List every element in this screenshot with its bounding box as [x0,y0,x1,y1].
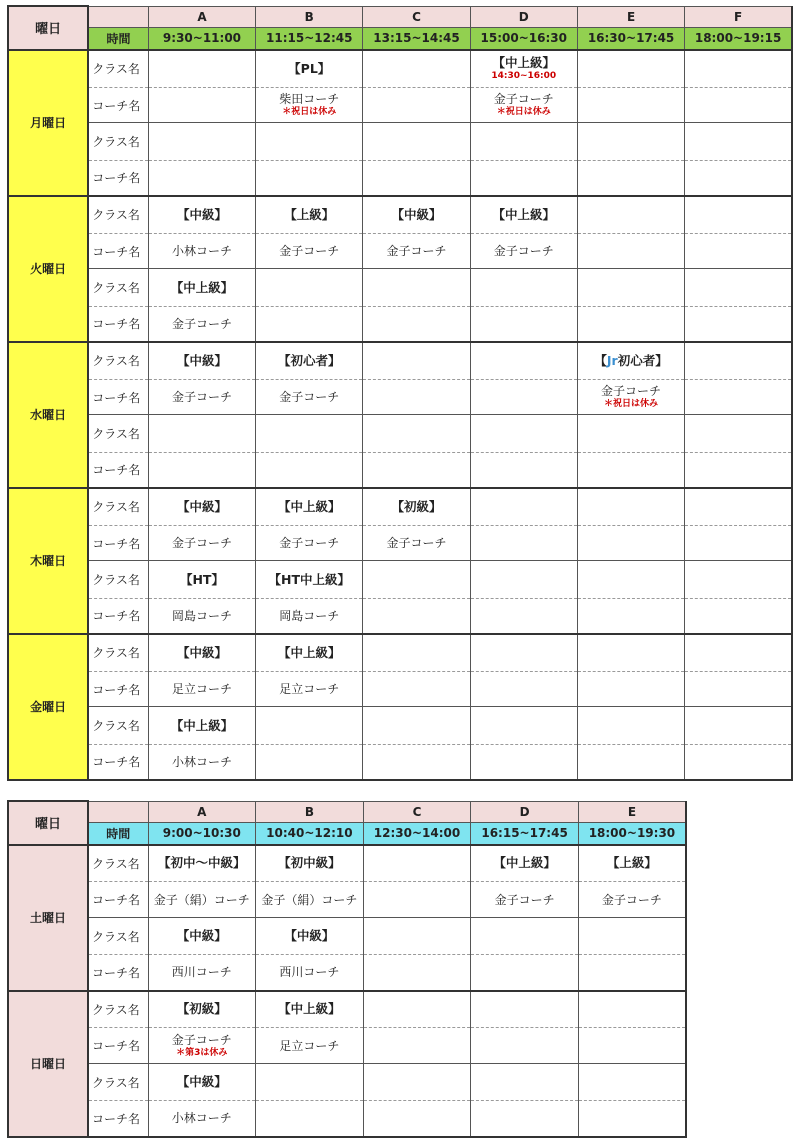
class-name: 【初中～中級】 [158,855,246,871]
coach-name: 小林コーチ [171,244,232,258]
class-cell [470,196,577,234]
coach-name: 金子コーチ [279,390,340,404]
class-cell [148,561,255,599]
class-cell [363,196,470,234]
coach-cell [256,745,363,780]
coach-cell [470,745,577,780]
coach-cell [577,526,684,561]
coach-cell [256,955,364,991]
coach-name: 柴田コーチ [279,92,340,106]
class-cell [148,415,255,453]
coach-cell [685,234,792,269]
coach-name: 金子コーチ [493,92,554,106]
class-name: 【中上級】 [278,1001,341,1017]
class-jr: Jr [606,352,618,368]
column-time-header: 12:30~14:00 [363,822,471,845]
coach-cell [470,88,577,123]
class-name: 【初級】 [391,498,442,514]
coach-cell [577,161,684,196]
class-cell [470,415,577,453]
class-cell [470,634,577,672]
coach-cell [685,745,792,780]
class-name-label: クラス名 [88,561,148,599]
day-label: 木曜日 [8,488,88,634]
coach-name: 小林コーチ [171,1111,232,1126]
class-cell [256,634,363,672]
coach-cell [363,882,471,918]
column-letter-header: F [685,6,792,27]
column-letter-header: D [471,801,579,822]
column-letter-header: C [363,6,470,27]
class-cell [578,918,686,955]
class-cell [148,269,255,307]
class-cell [363,415,470,453]
column-letter-header: B [256,801,364,822]
coach-cell [148,672,255,707]
class-cell [363,634,470,672]
class-cell [363,488,470,526]
coach-cell [363,88,470,123]
coach-cell [148,882,256,918]
coach-cell [256,1101,364,1137]
holiday-note: ＊祝日は休み [282,107,337,117]
coach-name-label: コーチ名 [88,453,148,488]
coach-cell [256,672,363,707]
coach-cell [148,161,255,196]
class-name-label: クラス名 [88,634,148,672]
class-name: 【HT】 [179,571,224,587]
coach-cell [148,88,255,123]
holiday-note: ＊第3は休み [176,1047,228,1058]
class-name: 【中上級】 [492,206,556,222]
coach-cell [685,453,792,488]
coach-name-label: コーチ名 [88,1101,148,1137]
coach-name: 足立コーチ [279,682,340,696]
coach-cell [577,453,684,488]
coach-cell [577,88,684,123]
class-name-label: クラス名 [88,488,148,526]
coach-cell [148,453,255,488]
class-cell [577,415,684,453]
coach-cell [470,672,577,707]
class-cell [256,707,363,745]
time-label-header: 時間 [88,27,148,50]
coach-cell [148,599,255,634]
coach-cell [578,1028,686,1064]
coach-cell [577,672,684,707]
coach-name: 西川コーチ [171,965,232,980]
class-cell [471,918,579,955]
coach-cell [148,1101,256,1137]
coach-cell [470,453,577,488]
class-name-label: クラス名 [88,1064,148,1101]
column-time-header: 18:00~19:30 [578,822,686,845]
class-cell [685,634,792,672]
day-label: 月曜日 [8,50,88,196]
coach-name: 小林コーチ [171,754,232,769]
class-cell [685,123,792,161]
coach-name-label: コーチ名 [88,88,148,123]
class-name-label: クラス名 [88,123,148,161]
time-note: 14:30~16:00 [491,70,557,81]
class-name: 【中上級】 [493,855,556,871]
coach-cell [685,672,792,707]
class-cell [256,1064,364,1101]
column-letter-header: B [256,6,363,27]
coach-cell [148,955,256,991]
coach-cell [363,453,470,488]
class-name: 【中級】 [176,1074,227,1089]
blank-header [88,6,148,27]
column-time-header: 13:15~14:45 [363,27,470,50]
coach-cell [578,955,686,991]
coach-name: 岡島コーチ [171,608,232,623]
coach-cell [148,234,255,269]
class-cell [363,123,470,161]
day-label: 土曜日 [8,845,88,991]
youbi-header: 曜日 [8,6,88,50]
class-name-label: クラス名 [88,50,148,88]
coach-cell [363,161,470,196]
coach-cell [577,234,684,269]
class-name: 【中級】 [284,928,335,943]
class-cell [685,269,792,307]
class-name-label: クラス名 [88,991,148,1028]
coach-cell [685,161,792,196]
coach-cell [470,161,577,196]
coach-name-label: コーチ名 [88,1028,148,1064]
class-name: 【HT中上級】 [268,571,350,587]
class-cell [363,918,471,955]
coach-cell [471,1028,579,1064]
coach-name-label: コーチ名 [88,882,148,918]
class-cell [470,342,577,380]
class-cell [363,342,470,380]
class-cell [148,50,255,88]
class-name: 【中級】 [391,206,442,222]
class-cell [577,488,684,526]
youbi-header: 曜日 [8,801,88,845]
class-cell [363,1064,471,1101]
class-cell [148,918,256,955]
coach-name: 金子コーチ [601,384,662,398]
coach-cell [685,307,792,342]
coach-cell [363,234,470,269]
class-cell [685,342,792,380]
class-cell [578,991,686,1028]
coach-cell [148,526,255,561]
coach-cell [578,1101,686,1137]
class-name: 【中上級】 [277,498,341,514]
class-cell [256,50,363,88]
coach-cell [363,599,470,634]
class-name: 【初心者】 [277,352,341,368]
coach-name: 金子コーチ [494,892,555,907]
class-cell [577,196,684,234]
coach-cell [577,307,684,342]
coach-cell [471,1101,579,1137]
class-name: 【中上級】 [170,717,234,733]
class-cell [363,991,471,1028]
class-cell [256,991,364,1028]
class-name: 【上級】 [284,206,335,222]
column-letter-header: D [470,6,577,27]
coach-name: 金子コーチ [386,244,447,258]
class-name: 【中級】 [176,206,227,222]
column-time-header: 15:00~16:30 [470,27,577,50]
class-cell [148,1064,256,1101]
class-cell [256,342,363,380]
column-time-header: 9:30~11:00 [148,27,255,50]
class-name: 【中上級】 [277,644,341,660]
class-cell [685,196,792,234]
time-label-header: 時間 [88,822,148,845]
class-cell [363,707,470,745]
coach-cell [256,453,363,488]
coach-cell [363,672,470,707]
coach-cell [577,599,684,634]
class-name: 【中上級】 [170,279,234,295]
coach-cell [471,955,579,991]
coach-cell [148,745,255,780]
coach-name-label: コーチ名 [88,526,148,561]
class-name-label: クラス名 [88,707,148,745]
class-cell [256,196,363,234]
coach-name-label: コーチ名 [88,955,148,991]
coach-cell [577,380,684,415]
class-name: 【中上級】 [492,54,556,70]
coach-cell [685,380,792,415]
class-cell [363,845,471,882]
coach-name: 金子コーチ [493,244,554,258]
column-letter-header: A [148,6,255,27]
coach-cell [256,88,363,123]
coach-cell [578,882,686,918]
class-name-label: クラス名 [88,269,148,307]
class-cell [363,50,470,88]
coach-cell [256,1028,364,1064]
column-time-header: 16:15~17:45 [471,822,579,845]
coach-cell [363,955,471,991]
coach-name: 金子（絹）コーチ [153,892,250,907]
class-name [578,354,684,368]
day-label: 火曜日 [8,196,88,342]
class-cell [256,845,364,882]
day-label: 金曜日 [8,634,88,780]
class-cell [148,196,255,234]
class-cell [470,488,577,526]
class-cell [256,123,363,161]
class-cell [578,845,686,882]
class-cell [470,269,577,307]
coach-name-label: コーチ名 [88,307,148,342]
class-cell [685,707,792,745]
class-cell [363,561,470,599]
coach-name: 岡島コーチ [279,608,340,623]
class-cell [470,707,577,745]
class-cell [578,1064,686,1101]
column-letter-header: C [363,801,471,822]
coach-cell [470,380,577,415]
class-cell [577,561,684,599]
class-cell [256,269,363,307]
coach-name: 金子（絹）コーチ [261,892,358,907]
coach-name: 金子コーチ [279,536,340,550]
class-cell [148,991,256,1028]
day-label: 日曜日 [8,991,88,1137]
class-cell [148,845,256,882]
coach-cell [363,380,470,415]
column-time-header: 11:15~12:45 [256,27,363,50]
coach-cell [148,1028,256,1064]
coach-name: 足立コーチ [171,682,232,696]
class-name: 【中級】 [176,498,227,514]
class-name-label: クラス名 [88,415,148,453]
class-name-label: クラス名 [88,845,148,882]
class-cell [471,991,579,1028]
coach-name: 金子コーチ [279,244,340,258]
weekend-schedule-table [7,800,687,1138]
coach-name-label: コーチ名 [88,161,148,196]
coach-cell [470,234,577,269]
class-name: 【中級】 [176,928,227,943]
class-name: 【中級】 [176,644,227,660]
class-cell [577,123,684,161]
coach-name-label: コーチ名 [88,672,148,707]
class-cell [577,269,684,307]
class-cell [577,634,684,672]
coach-cell [363,307,470,342]
class-name-label: クラス名 [88,196,148,234]
class-cell [685,415,792,453]
class-bracket: 【 [594,352,607,368]
class-cell [256,488,363,526]
holiday-note: ＊祝日は休み [496,107,551,117]
column-time-header: 9:00~10:30 [148,822,256,845]
class-cell [256,415,363,453]
coach-name-label: コーチ名 [88,234,148,269]
class-cell [148,707,255,745]
coach-cell [256,599,363,634]
coach-cell [685,526,792,561]
coach-name: 金子コーチ [171,536,232,550]
coach-name: 足立コーチ [279,1038,340,1053]
coach-cell [256,234,363,269]
class-cell [577,50,684,88]
class-name: 【初中級】 [278,855,341,871]
coach-name: 金子コーチ [171,1032,232,1047]
column-time-header: 16:30~17:45 [577,27,684,50]
coach-cell [363,745,470,780]
coach-cell [256,307,363,342]
class-cell [363,269,470,307]
coach-cell [256,380,363,415]
class-name-label: クラス名 [88,342,148,380]
class-cell [471,1064,579,1101]
class-rest: 初心者】 [617,352,668,368]
coach-cell [256,882,364,918]
blank-header [88,801,148,822]
coach-name: 金子コーチ [601,892,662,907]
coach-cell [148,380,255,415]
column-letter-header: A [148,801,256,822]
coach-name: 金子コーチ [171,316,232,331]
day-label: 水曜日 [8,342,88,488]
class-cell [148,634,255,672]
coach-cell [685,88,792,123]
coach-cell [685,599,792,634]
column-time-header: 18:00~19:15 [685,27,792,50]
coach-cell [256,526,363,561]
class-cell [471,845,579,882]
class-cell [470,50,577,88]
coach-cell [148,307,255,342]
class-cell [577,342,684,380]
class-cell [470,561,577,599]
coach-cell [363,526,470,561]
class-cell [685,50,792,88]
class-name: 【初級】 [176,1001,227,1017]
coach-cell [470,599,577,634]
class-cell [577,707,684,745]
coach-cell [470,307,577,342]
coach-cell [363,1101,471,1137]
class-cell [148,342,255,380]
coach-name: 西川コーチ [279,965,340,980]
coach-name-label: コーチ名 [88,380,148,415]
coach-name-label: コーチ名 [88,745,148,780]
class-cell [148,488,255,526]
class-cell [470,123,577,161]
column-letter-header: E [578,801,686,822]
column-letter-header: E [577,6,684,27]
coach-cell [363,1028,471,1064]
holiday-note: ＊祝日は休み [604,399,659,409]
class-name: 【PL】 [288,60,331,76]
class-cell [256,918,364,955]
class-cell [685,488,792,526]
coach-cell [470,526,577,561]
class-name: 【上級】 [606,855,657,871]
coach-cell [256,161,363,196]
class-cell [148,123,255,161]
coach-cell [577,745,684,780]
class-name: 【中級】 [176,352,227,368]
class-name-label: クラス名 [88,918,148,955]
class-cell [685,561,792,599]
coach-name-label: コーチ名 [88,599,148,634]
class-cell [256,561,363,599]
column-time-header: 10:40~12:10 [256,822,364,845]
coach-name: 金子コーチ [171,390,232,404]
coach-name: 金子コーチ [386,536,447,550]
weekday-schedule-table [7,5,793,781]
coach-cell [471,882,579,918]
